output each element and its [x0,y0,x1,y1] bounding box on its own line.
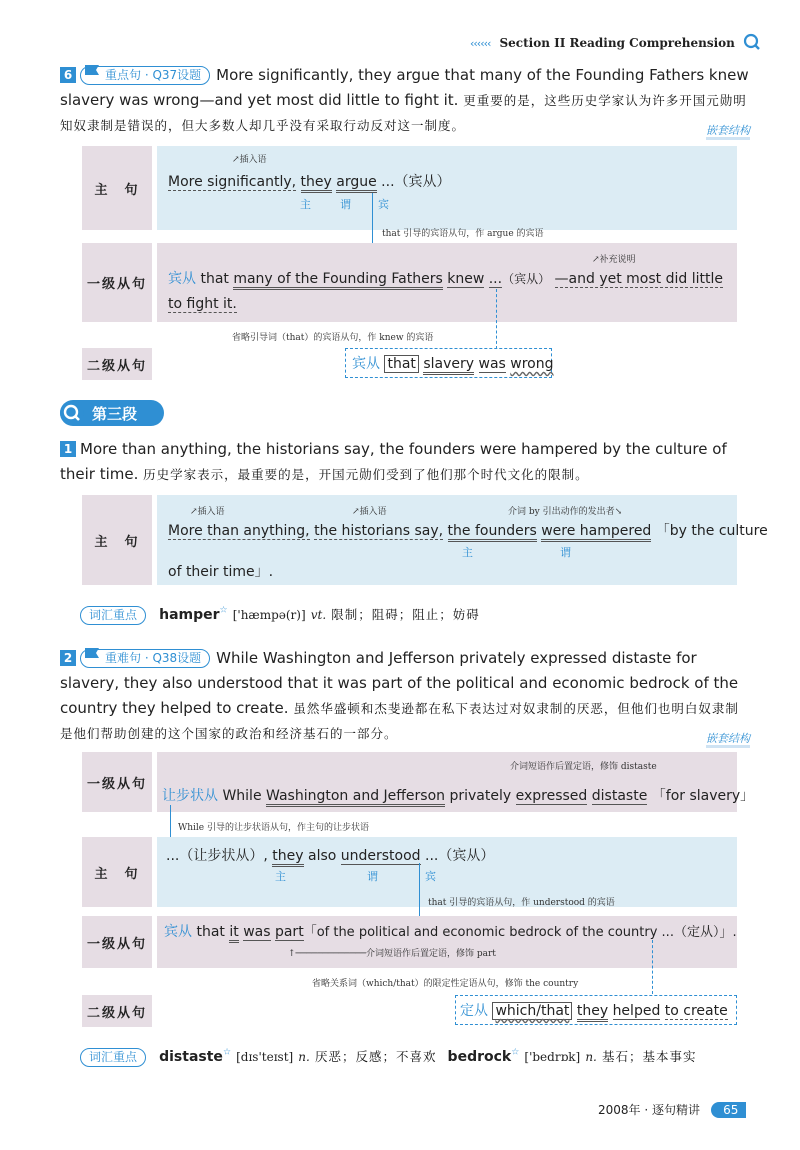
row-label-level2: 二级从句 [82,995,152,1027]
vocab-pos: vt. [310,608,327,622]
key-sentence-tag: 重点句 · Q37设题 [80,66,210,85]
sentence-number: 6 [60,67,76,83]
sentence-chinese: 虽然华盛顿和杰斐逊都在私下表达过对奴隶制的厌恶，但他们也明白奴隶制是他们帮助创建的这个国家的政治和经济基石的一部分。 [60,701,739,741]
sentence-chinese: 历史学家表示，最重要的是，开国元勋们受到了他们那个时代文化的限制。 [143,467,589,482]
main-clause-text: ...（让步状从）, they also understood ...（宾从） [166,845,494,865]
row-label-level2: 二级从句 [82,348,152,380]
connector-line [372,193,373,243]
page-number: 65 [711,1102,746,1118]
star-icon: ☆ [219,605,228,616]
flag-icon [83,63,101,79]
nested-structure-link[interactable]: 嵌套结构 [706,732,750,748]
star-icon: ☆ [511,1047,520,1058]
footer-text: 2008年 · 逐句精讲 [598,1103,700,1117]
difficult-sentence-tag: 重难句 · Q38设题 [80,649,210,668]
connector-line-dashed [496,289,497,349]
sentence-2 [60,646,750,751]
header-arrows: ‹‹‹‹‹‹ [470,37,491,50]
annotation-supplement: ↗补充说明 [592,255,636,265]
annotation-parenthetical-1: ↗插入语 [190,507,225,517]
annotation-by-agent: 介词 by 引出动作的发出者↘ [508,507,623,517]
search-icon [743,33,761,51]
vocab-definition: 限制；阻碍；阻止；妨碍 [331,607,480,622]
sentence-english: While Washington and Jefferson privately expressed distaste for slavery, they also understood that it was part of the political and economic bedrock of the country they helped to create. [60,649,739,717]
vocab-section-2 [80,1046,696,1067]
vocab-word: hamper [159,607,220,623]
row-label-main: 主 句 [82,146,152,230]
vocab-tag: 词汇重点 [80,606,146,625]
role-predicate: 谓 [340,198,357,211]
role-subject: 主 [275,870,292,883]
connector-line [419,863,420,918]
note-concessive: While 引导的让步状语从句，作主句的让步状语 [178,823,369,833]
vocab-definition: 基石；基本事实 [601,1049,697,1064]
vocab-ipa: ['hæmpə(r)] [232,608,306,622]
vocab-section-1 [80,604,480,625]
role-subject: 主 [300,198,317,211]
sentence-6 [60,63,750,143]
sentence-1 [60,437,750,487]
role-predicate: 谓 [560,546,577,559]
row-label-main: 主 句 [82,495,152,585]
main-clause-text: More than anything, the historians say, the founders were hampered 「by the culture [168,520,768,540]
header-title: Section II Reading Comprehension [499,36,735,50]
note-object-clause: that 引导的宾语从句，作 argue 的宾语 [382,229,544,239]
annotation-parenthetical-2: ↗插入语 [352,507,387,517]
main-clause-text: More significantly, they argue ...（宾从） [168,171,451,191]
main-clause-text-line2: of their time」. [168,564,274,580]
section-title: 第三段 [92,405,138,423]
flag-icon [83,646,101,662]
vocab-tag: 词汇重点 [80,1048,146,1067]
annotation-parenthetical: ↗插入语 [232,155,267,165]
object-clause-text: 宾从 that it was part「of the political and economic bedrock of the country ...（定从）」. [164,921,737,941]
row-label-level1: 一级从句 [82,752,152,812]
vocab-pos: n. [298,1050,310,1064]
vocab-ipa: ['bedrɒk] [524,1050,581,1064]
concessive-clause-text: 让步状从 While Washington and Jefferson privately expressed distaste 「for slavery」 [162,785,754,805]
sentence-chinese: 更重要的是，这些历史学家认为许多开国元勋明知奴隶制是错误的，但大多数人却几乎没有采取行动反对这一制度。 [60,93,747,133]
note-relative-clause: 省略关系词（which/that）的限定性定语从句，修饰 the country [312,979,579,989]
page-header [470,32,770,52]
role-object: 宾 [425,870,442,883]
sentence-number: 2 [60,650,76,666]
vocab-pos: n. [585,1050,597,1064]
sentence-english: More significantly, they argue that many of the Founding Fathers knew slavery was wrong—and yet most did little to fight it. [60,66,749,109]
vocab-ipa: [dɪs'teɪst] [236,1050,294,1064]
connector-line-dashed [652,940,653,994]
level2-clause-text: 宾从 that slavery was wrong [352,353,554,373]
role-subject: 主 [462,546,479,559]
annotation-postmodifier-part: ↑─────────────介词短语作后置定语，修饰 part [288,949,496,959]
annotation-postmodifier: 介词短语作后置定语，修饰 distaste [510,762,657,772]
sentence-number: 1 [60,441,76,457]
section-heading [60,400,164,426]
row-label-main: 主 句 [82,837,152,907]
level1-clause-text: 宾从 that many of the Founding Fathers knew ...（宾从） —and yet most did little [168,268,723,288]
search-icon [59,400,85,426]
note-object-clause: that 引导的宾语从句，作 understood 的宾语 [428,898,615,908]
vocab-word: distaste [159,1049,223,1065]
nested-structure-link[interactable]: 嵌套结构 [706,124,750,140]
level1-clause-text-line2: to fight it. [168,296,237,312]
vocab-definition: 厌恶；反感；不喜欢 [314,1049,437,1064]
vocab-word: bedrock [447,1049,512,1065]
star-icon: ☆ [222,1047,232,1058]
page-footer [598,1099,746,1118]
role-predicate: 谓 [367,870,384,883]
role-object: 宾 [378,198,395,211]
relative-clause-text: 定从 which/that they helped to create [460,1000,728,1020]
note-omitted-that: 省略引导词（that）的宾语从句，作 knew 的宾语 [232,333,434,343]
row-label-level1: 一级从句 [82,916,152,968]
sentence-english: More than anything, the historians say, the founders were hampered by the culture of their time. [60,440,727,483]
row-label-level1: 一级从句 [82,243,152,322]
